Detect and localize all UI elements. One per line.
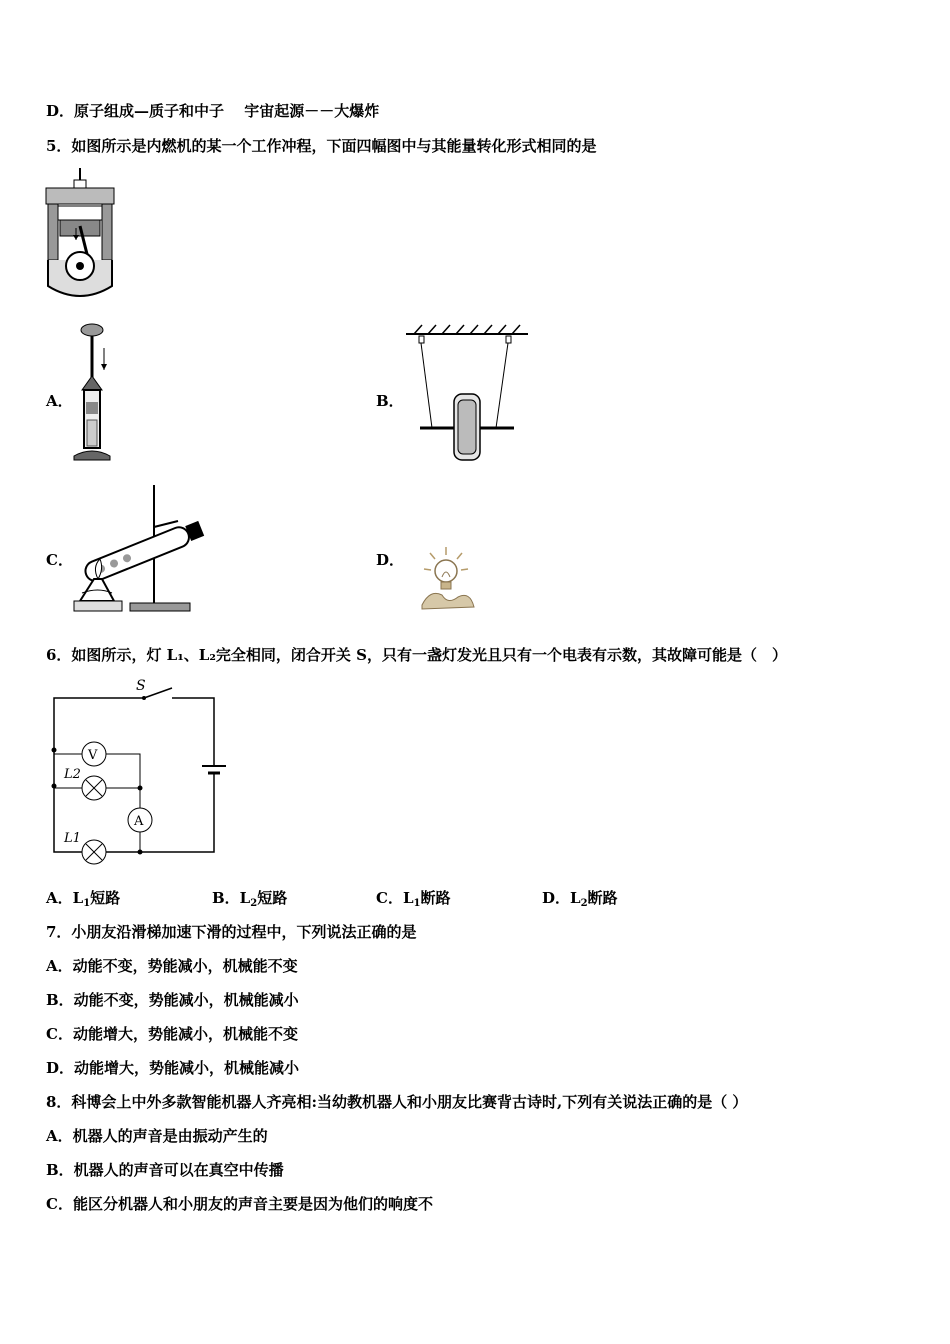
q7-option-c: C．动能增大，势能减小，机械能不变	[46, 1025, 298, 1043]
heated-test-tube-icon	[70, 483, 220, 617]
lamp2-label: L2	[64, 767, 81, 782]
q4-option-d: D．原子组成—质子和中子 宇宙起源－－大爆炸	[46, 102, 380, 120]
circuit-diagram	[48, 676, 232, 866]
q6-option-b: B．$L_2$短路	[212, 889, 288, 909]
q6-option-d: D．$L_2$断路	[542, 889, 618, 909]
q5-option-c-label: C．	[46, 551, 73, 569]
maxwell-wheel-icon	[402, 322, 532, 466]
q8-option-b: B．机器人的声音可以在真空中传播	[46, 1161, 284, 1179]
q5-option-b-label: B．	[376, 392, 404, 410]
q7-stem: 7．小朋友沿滑梯加速下滑的过程中，下列说法正确的是	[46, 923, 417, 941]
light-bulb-icon	[418, 545, 478, 615]
q7-option-d: D．动能增大，势能减小，机械能减小	[46, 1059, 300, 1077]
q6-stem: 6．如图所示，灯 L₁、L₂完全相同，闭合开关 S，只有一盏灯发光且只有一个电表有示数，其故障可能是（ ）	[46, 646, 787, 664]
q7-option-a: A．动能不变，势能减小，机械能不变	[46, 957, 298, 975]
q6-option-c: C．$L_1$断路	[376, 889, 451, 909]
switch-label: S	[136, 678, 146, 694]
q7-option-b: B．动能不变，势能减小，机械能减小	[46, 991, 299, 1009]
q5-option-d-label: D．	[376, 551, 405, 569]
q8-option-a: A．机器人的声音是由振动产生的	[46, 1127, 268, 1145]
voltmeter-label: V	[88, 748, 98, 763]
q5-stem: 5．如图所示是内燃机的某一个工作冲程，下面四幅图中与其能量转化形式相同的是	[46, 137, 597, 155]
air-pump-icon	[72, 320, 122, 464]
q8-stem: 8．科博会上中外多款智能机器人齐亮相:当幼教机器人和小朋友比赛背古诗时,下列有关说法正确的是（ ）	[46, 1093, 748, 1111]
engine-cylinder-icon	[44, 166, 116, 300]
q5-option-a-label: A．	[46, 392, 73, 410]
q6-option-a: A．$L_1$短路	[46, 889, 121, 909]
ammeter-label: A	[134, 814, 144, 829]
lamp1-label: L1	[64, 831, 81, 846]
q8-option-c: C．能区分机器人和小朋友的声音主要是因为他们的响度不	[46, 1195, 433, 1213]
